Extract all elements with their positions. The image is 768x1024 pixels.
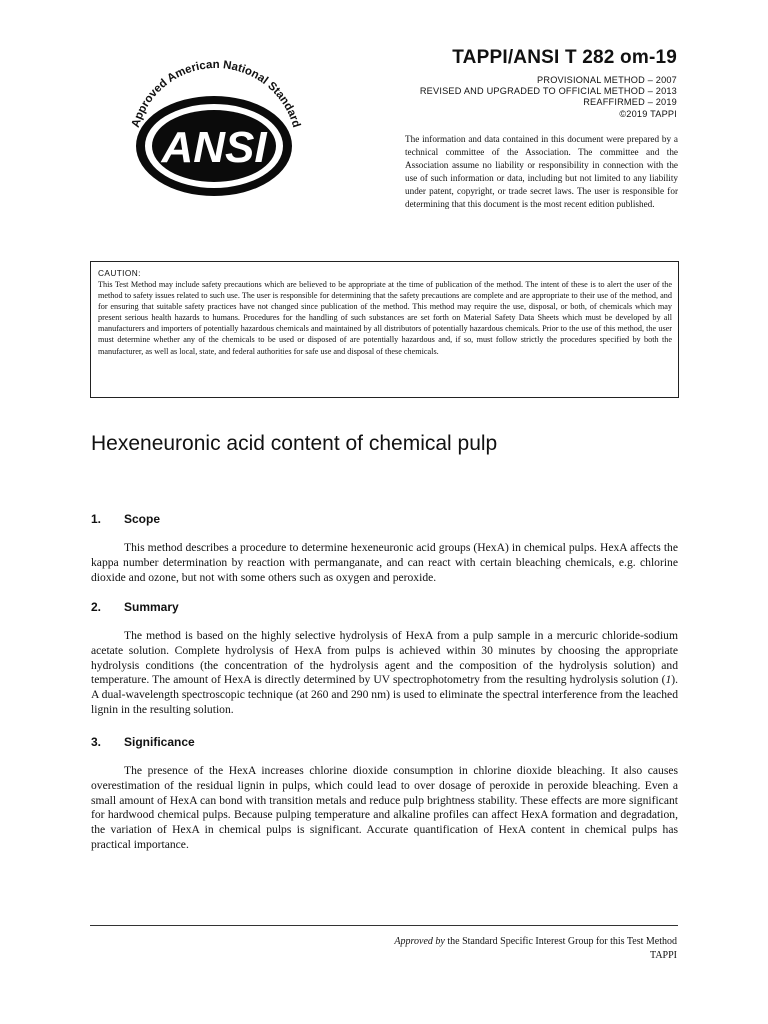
footer-org: TAPPI — [650, 950, 677, 961]
caution-box — [90, 261, 679, 398]
section-title: Summary — [124, 600, 179, 614]
footer-approval-text: the Standard Specific Interest Group for this Test Method — [444, 936, 677, 947]
footer-approved-by: Approved by — [394, 936, 445, 947]
section-significance — [91, 735, 678, 853]
ansi-logo — [118, 40, 308, 210]
document-title: Hexeneuronic acid content of chemical pulp — [91, 432, 498, 455]
copyright-line: ©2019 TAPPI — [619, 108, 677, 119]
section-scope — [91, 512, 678, 585]
footer-divider — [90, 925, 678, 926]
section-summary — [91, 600, 678, 718]
caution-text: This Test Method may include safety precautions which are believed to be appropriate at the time of publication of the method. The intent of these is to alert the user of the method to safety issues related to such use. The user is responsible for determining that the safety precautions are complete and are appropriate to their use of the method, and for ensuring that suitable safety practices have not changed since publication of the method. This method may require the use, disposal, or both, of chemicals which may present serious health hazards to humans. Procedures for the handling of such substances are set forth on Material Safety Data Sheets which must be developed by all manufacturers and importers of potentially hazardous chemicals and maintained by all distributors of potentially hazardous chemicals. Prior to the use of this method, the user must determine whether any of the chemicals to be used or disposed of are potentially hazardous and, if so, must follow strictly the procedures specified by both the manufacturer, as well as local, state, and federal authorities for safe use and disposal of these chemicals. — [98, 280, 672, 356]
document-header — [420, 46, 677, 120]
method-status-official: REVISED AND UPGRADED TO OFFICIAL METHOD – 2013 — [419, 86, 677, 97]
section-body: The presence of the HexA increases chlorine dioxide consumption in chlorine dioxide bleaching. It also causes overestimation of the residual lignin in pulps, which could lead to over dosage of peroxide in peroxide bleaching. Even a small amount of HexA can bond with transition metals and reduce pulp brightness stability. These effects are more significant for hardwood chemical pulps. Because pulping temperature and alkaline profiles can affect HexA formation and degradation, the variation of HexA in chemical pulps is significant. Accurate quantification of HexA content in chemical pulps has practical importance. — [91, 764, 678, 851]
method-status-provisional: PROVISIONAL METHOD – 2007 — [537, 75, 677, 85]
section-body: This method describes a procedure to determine hexeneuronic acid groups (HexA) in chemical pulps. HexA affects the kappa number determination by reaction with permanganate, and can react with certain bleaching chemicals, e.g. chlorine dioxide and ozone, but not with some others such as oxygen and peroxide. — [91, 541, 678, 584]
caution-label: CAUTION: — [98, 268, 141, 278]
section-heading — [91, 600, 678, 616]
logo-arc-text: Approved American National Standard — [129, 58, 303, 130]
standard-designation: TAPPI/ANSI T 282 om-19 — [452, 47, 677, 68]
section-number: 2. — [91, 600, 102, 614]
section-number: 3. — [91, 735, 102, 749]
section-heading — [91, 512, 678, 528]
section-body-text: The method is based on the highly selective hydrolysis of HexA from a pulp sample in a mercuric chloride-sodium acetate solution. Complete hydrolysis of HexA from pulps is achieved within 30 minutes by choosing the appropriate hydrolysis conditions (the concentration of the hydrolysis agent and the composition of the hydrolysis solution) and temperature. The amount of HexA is directly determined by UV spectrophotometry from the resulting hydrolysis solution ( — [91, 629, 678, 687]
section-body — [91, 629, 678, 718]
method-status-reaffirmed: REAFFIRMED – 2019 — [583, 97, 677, 108]
section-body-text-cont: ). A dual-wavelength spectroscopic technique (at 260 and 290 nm) is used to eliminate the spectral interference from the leached lignin in the resulting solution. — [91, 673, 678, 716]
reference-number: 1 — [665, 673, 672, 687]
section-title: Scope — [124, 512, 161, 526]
section-number: 1. — [91, 512, 102, 526]
liability-disclaimer: The information and data contained in this document were prepared by a technical committee of the Association. The committee and the Association assume no liability or responsibility in connection with the use of such information or data, including but not limited to any liability under patent, copyright, or trade secret laws. The user is responsible for determining that this document is the most recent edition published. — [405, 134, 678, 209]
footer-approval — [89, 936, 677, 948]
logo-wordmark: ANSI — [161, 123, 267, 172]
section-title: Significance — [124, 735, 195, 749]
section-heading — [91, 735, 678, 751]
